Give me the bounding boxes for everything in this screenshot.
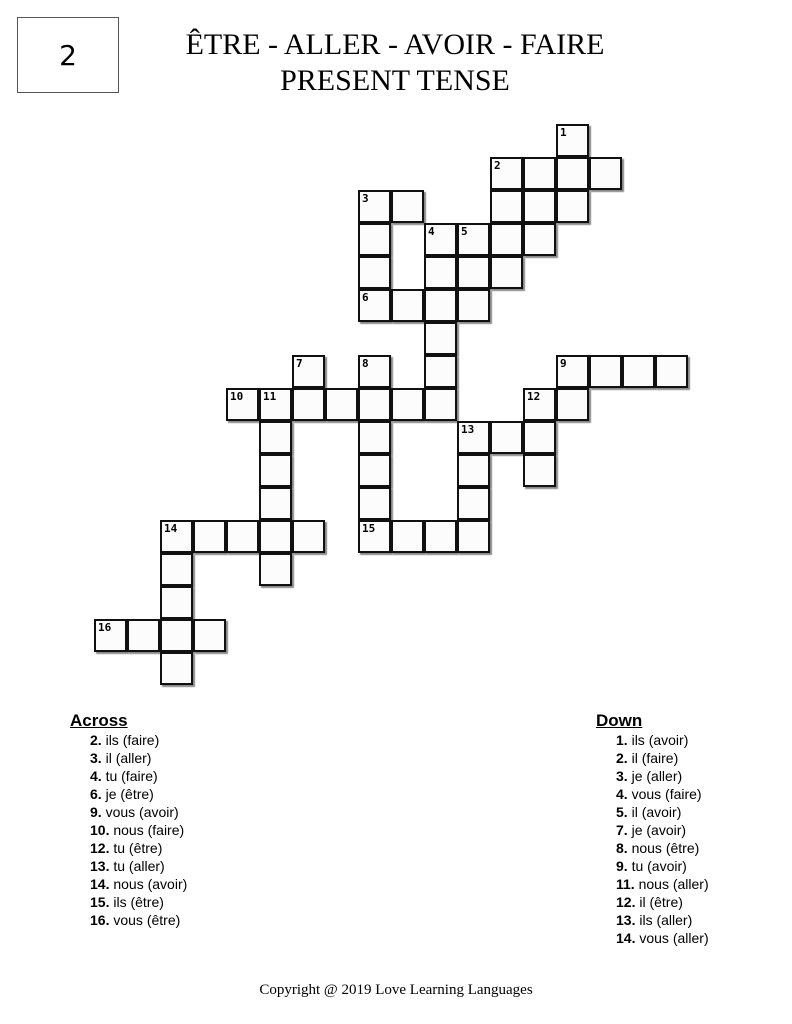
down-clue xyxy=(596,893,709,911)
grid-cell[interactable] xyxy=(556,388,589,421)
clue-text: vous (être) xyxy=(113,912,181,928)
grid-cell[interactable] xyxy=(259,421,292,454)
down-clues xyxy=(596,712,709,947)
down-clue xyxy=(596,839,709,857)
down-clue xyxy=(596,857,709,875)
grid-cell[interactable] xyxy=(358,454,391,487)
down-clue xyxy=(596,929,709,947)
clue-text: tu (être) xyxy=(113,840,163,856)
clue-text: il (être) xyxy=(639,894,683,910)
clue-number: 15 xyxy=(362,522,376,535)
clue-label: 11. xyxy=(616,876,635,892)
clue-label: 16. xyxy=(90,912,110,928)
across-clue xyxy=(70,785,187,803)
clue-label: 4. xyxy=(90,768,102,784)
grid-cell[interactable] xyxy=(193,619,226,652)
grid-cell[interactable] xyxy=(457,520,490,553)
clue-label: 13. xyxy=(616,912,636,928)
grid-cell[interactable] xyxy=(160,652,193,685)
grid-cell[interactable] xyxy=(391,289,424,322)
grid-cell[interactable] xyxy=(391,388,424,421)
grid-cell[interactable] xyxy=(490,256,523,289)
clue-number: 4 xyxy=(428,225,435,238)
grid-cell[interactable] xyxy=(457,256,490,289)
grid-cell[interactable] xyxy=(523,190,556,223)
clue-label: 6. xyxy=(90,786,102,802)
clue-number: 16 xyxy=(98,621,112,634)
clue-label: 15. xyxy=(90,894,110,910)
puzzle-number: 2 xyxy=(59,38,77,72)
down-clue xyxy=(596,749,709,767)
across-clue xyxy=(70,839,187,857)
grid-cell[interactable] xyxy=(424,520,457,553)
grid-cell[interactable] xyxy=(424,322,457,355)
clue-text: ils (faire) xyxy=(105,732,160,748)
grid-cell[interactable] xyxy=(358,190,391,223)
grid-cell[interactable] xyxy=(424,355,457,388)
down-clue xyxy=(596,875,709,893)
clue-label: 7. xyxy=(616,822,628,838)
grid-cell[interactable] xyxy=(556,355,589,388)
clue-label: 9. xyxy=(616,858,628,874)
across-clue xyxy=(70,731,187,749)
clue-number: 14 xyxy=(164,522,178,535)
down-clue xyxy=(596,785,709,803)
grid-cell[interactable] xyxy=(259,388,292,421)
grid-cell[interactable] xyxy=(490,157,523,190)
clue-text: je (avoir) xyxy=(631,822,687,838)
title-line-1: ÊTRE - ALLER - AVOIR - FAIRE xyxy=(185,28,605,61)
grid-cell[interactable] xyxy=(391,520,424,553)
grid-cell[interactable] xyxy=(193,520,226,553)
grid-cell[interactable] xyxy=(160,586,193,619)
grid-cell[interactable] xyxy=(523,223,556,256)
clue-text: il (avoir) xyxy=(631,804,682,820)
copyright: Copyright @ 2019 Love Learning Languages xyxy=(259,982,533,998)
clue-text: ils (être) xyxy=(113,894,164,910)
clue-text: tu (aller) xyxy=(113,858,165,874)
clue-text: nous (être) xyxy=(631,840,700,856)
grid-cell[interactable] xyxy=(424,256,457,289)
grid-cell[interactable] xyxy=(358,289,391,322)
clue-text: tu (avoir) xyxy=(631,858,687,874)
clue-number: 3 xyxy=(362,192,369,205)
clue-text: nous (avoir) xyxy=(113,876,188,892)
grid-cell[interactable] xyxy=(391,190,424,223)
grid-cell[interactable] xyxy=(457,454,490,487)
across-clues xyxy=(70,712,187,929)
clue-text: vous (aller) xyxy=(639,930,709,946)
grid-cell[interactable] xyxy=(358,355,391,388)
clue-text: tu (faire) xyxy=(105,768,158,784)
grid-cell[interactable] xyxy=(523,388,556,421)
grid-cell[interactable] xyxy=(259,487,292,520)
across-clue xyxy=(70,893,187,911)
clue-text: je (aller) xyxy=(631,768,683,784)
grid-cell[interactable] xyxy=(358,388,391,421)
grid-cell[interactable] xyxy=(523,157,556,190)
grid-cell[interactable] xyxy=(292,355,325,388)
clue-label: 10. xyxy=(90,822,110,838)
clue-number: 12 xyxy=(527,390,541,403)
clue-label: 3. xyxy=(90,750,102,766)
down-heading: Down xyxy=(596,711,643,730)
grid-cell[interactable] xyxy=(457,289,490,322)
grid-cell[interactable] xyxy=(556,157,589,190)
grid-cell[interactable] xyxy=(457,487,490,520)
grid-cell[interactable] xyxy=(358,520,391,553)
grid-cell[interactable] xyxy=(457,223,490,256)
clue-label: 14. xyxy=(90,876,110,892)
grid-cell[interactable] xyxy=(457,421,490,454)
clue-text: vous (avoir) xyxy=(105,804,179,820)
grid-cell[interactable] xyxy=(490,223,523,256)
grid-cell[interactable] xyxy=(160,520,193,553)
clue-label: 4. xyxy=(616,786,628,802)
clue-number: 2 xyxy=(494,159,501,172)
clue-number: 13 xyxy=(461,423,475,436)
across-clue xyxy=(70,821,187,839)
across-clue xyxy=(70,857,187,875)
clue-text: nous (faire) xyxy=(113,822,185,838)
clue-label: 9. xyxy=(90,804,102,820)
grid-cell[interactable] xyxy=(589,157,622,190)
grid-cell[interactable] xyxy=(358,421,391,454)
clue-text: ils (aller) xyxy=(639,912,693,928)
grid-cell[interactable] xyxy=(160,553,193,586)
title-line-2: PRESENT TENSE xyxy=(280,64,510,97)
grid-cell[interactable] xyxy=(424,223,457,256)
clue-label: 12. xyxy=(90,840,110,856)
grid-cell[interactable] xyxy=(490,421,523,454)
clue-number: 9 xyxy=(560,357,567,370)
grid-cell[interactable] xyxy=(259,454,292,487)
clue-label: 8. xyxy=(616,840,628,856)
grid-cell[interactable] xyxy=(259,520,292,553)
grid-cell[interactable] xyxy=(226,388,259,421)
clue-label: 14. xyxy=(616,930,636,946)
clue-text: il (faire) xyxy=(631,750,679,766)
clue-text: vous (faire) xyxy=(631,786,702,802)
clue-number: 10 xyxy=(230,390,244,403)
grid-cell[interactable] xyxy=(424,289,457,322)
clue-label: 3. xyxy=(616,768,628,784)
clue-label: 5. xyxy=(616,804,628,820)
grid-cell[interactable] xyxy=(358,487,391,520)
clue-number: 7 xyxy=(296,357,303,370)
clue-number: 8 xyxy=(362,357,369,370)
grid-cell[interactable] xyxy=(556,124,589,157)
down-clue xyxy=(596,821,709,839)
down-clue xyxy=(596,911,709,929)
grid-cell[interactable] xyxy=(556,190,589,223)
grid-cell[interactable] xyxy=(622,355,655,388)
grid-cell[interactable] xyxy=(226,520,259,553)
grid-cell[interactable] xyxy=(127,619,160,652)
grid-cell[interactable] xyxy=(292,520,325,553)
across-clue xyxy=(70,803,187,821)
down-clue xyxy=(596,767,709,785)
clue-number: 11 xyxy=(263,390,277,403)
clue-label: 2. xyxy=(90,732,102,748)
grid-cell[interactable] xyxy=(589,355,622,388)
down-clue xyxy=(596,803,709,821)
grid-cell[interactable] xyxy=(358,223,391,256)
grid-cell[interactable] xyxy=(325,388,358,421)
clue-number: 6 xyxy=(362,291,369,304)
down-clue xyxy=(596,731,709,749)
clue-label: 13. xyxy=(90,858,110,874)
clue-text: je (être) xyxy=(105,786,154,802)
clue-label: 2. xyxy=(616,750,628,766)
across-clue xyxy=(70,749,187,767)
grid-cell[interactable] xyxy=(358,256,391,289)
grid-cell[interactable] xyxy=(259,553,292,586)
across-clue xyxy=(70,767,187,785)
grid-cell[interactable] xyxy=(490,190,523,223)
across-clue xyxy=(70,875,187,893)
puzzle-number-box xyxy=(17,17,119,93)
clue-text: il (aller) xyxy=(105,750,152,766)
grid-cell[interactable] xyxy=(523,421,556,454)
across-clue xyxy=(70,911,187,929)
grid-cell[interactable] xyxy=(523,454,556,487)
clue-number: 1 xyxy=(560,126,567,139)
grid-cell[interactable] xyxy=(424,388,457,421)
grid-cell[interactable] xyxy=(94,619,127,652)
clue-text: ils (avoir) xyxy=(631,732,689,748)
clue-text: nous (aller) xyxy=(638,876,709,892)
across-heading: Across xyxy=(70,711,128,730)
grid-cell[interactable] xyxy=(160,619,193,652)
clue-label: 12. xyxy=(616,894,636,910)
grid-cell[interactable] xyxy=(655,355,688,388)
clue-label: 1. xyxy=(616,732,628,748)
clue-number: 5 xyxy=(461,225,468,238)
grid-cell[interactable] xyxy=(292,388,325,421)
